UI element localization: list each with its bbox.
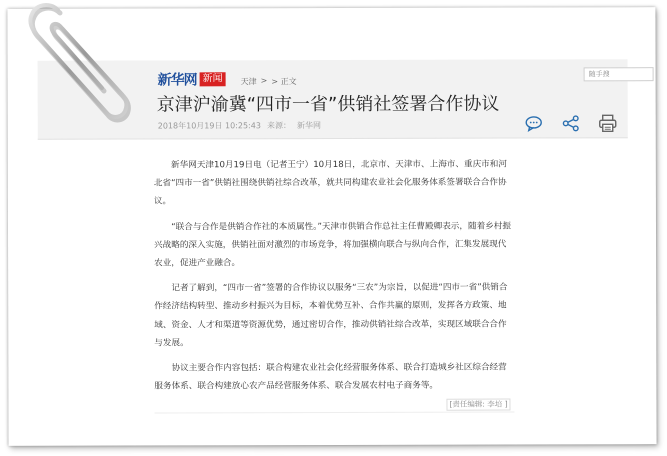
xinhua-logo[interactable] <box>158 69 226 89</box>
page-title: 京津沪渝冀“四市一省”供销社签署合作协议 <box>156 93 500 116</box>
paragraph: “联合与合作是供销合作社的本质属性。”天津市供销合作总社主任曹殿卿表示，随着乡村振兴战略的深入实施，供销社面对激烈的市场竞争，将加强横向联合与纵向合作，汇集发展现代农业，促进产业融合。 <box>154 221 511 269</box>
paragraph: 新华网天津10月19日电（记者王宁）10月18日，北京市、天津市、上海市、重庆市和河北省“四市一省”供销社围绕供销社综合改革，就共同构建农业社会化服务体系签署联合合作协议。 <box>153 159 507 207</box>
article-meta <box>158 120 321 131</box>
breadcrumb-separator: > <box>260 76 268 86</box>
share-icon[interactable] <box>561 113 581 133</box>
source-name: 新华网 <box>296 121 321 131</box>
editor-credit: [责任编辑: 李培 ] <box>446 399 510 411</box>
paragraph: 协议主要合作内容包括：联合构建农业社会化经营服务体系、联合打造城乡社区综合经营服务体系、联合构建放心农产品经营服务体系、联合发展农村电子商务等。 <box>154 362 507 392</box>
logo-main-text: 新华网 <box>157 72 197 89</box>
breadcrumb <box>241 76 297 87</box>
logo-news-tag: 新闻 <box>200 72 226 86</box>
breadcrumb-tianjin[interactable]: 天津 <box>240 77 257 87</box>
publish-date: 2018年10月19日 10:25:43 <box>157 121 261 131</box>
source-label: 来源： <box>266 121 291 131</box>
comment-icon[interactable] <box>524 113 544 133</box>
search-input[interactable]: 随手搜 <box>584 67 654 81</box>
paragraph: 记者了解到，“四市一省”签署的合作协议以服务“三农”为宗旨，以促进“四市一省”供销合作经济结构转型、推动乡村振兴为目标，本着优势互补、合作共赢的原则，发挥各方政策、地域、资金、人才和渠道等资源优势，通过密切合作，推动供销社综合改革，实现区域联合合作与发展。 <box>154 282 508 349</box>
breadcrumb-current: > 正文 <box>271 77 297 87</box>
print-icon[interactable] <box>598 113 618 133</box>
article-body <box>154 156 513 403</box>
paperclip-icon <box>14 0 132 128</box>
divider <box>154 412 514 414</box>
